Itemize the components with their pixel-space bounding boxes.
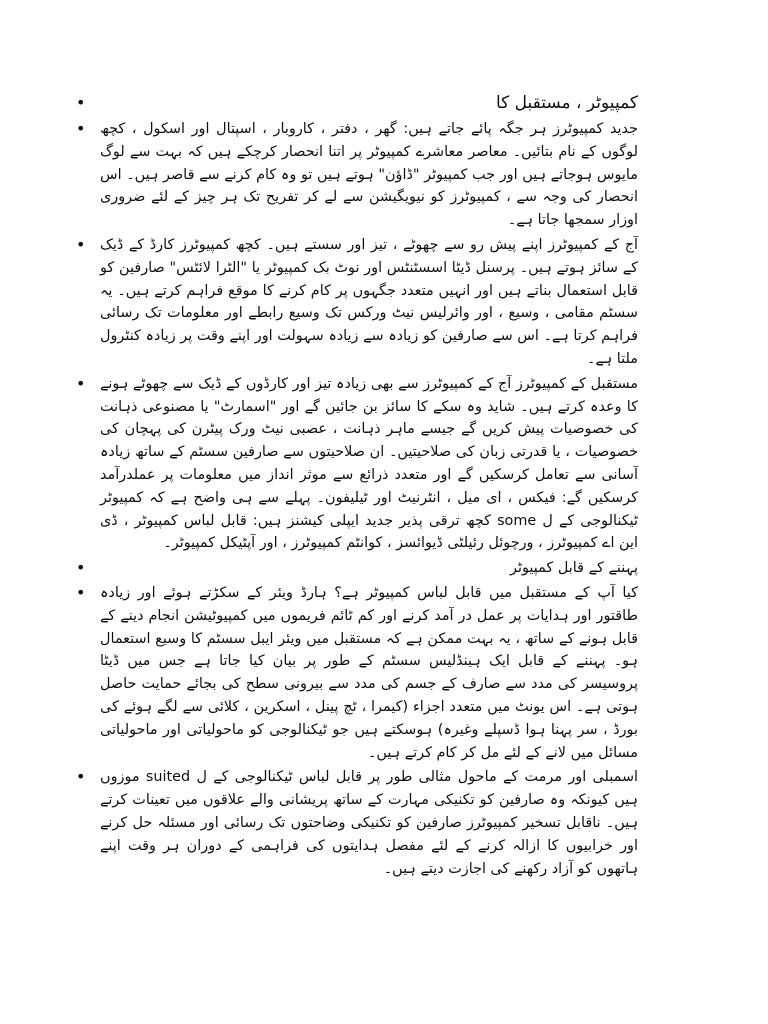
bullet-list — [100, 90, 638, 880]
section-heading-wearable: • پہننے کے قابل کمپیوٹر — [100, 557, 638, 580]
paragraph-assembly: • اسمبلی اور مرمت کے ماحول مثالی طور پر قابل لباس ٹیکنالوجی کے ل suited موزوں ہیں کیونکہ وہ صارفین کو تکنیکی مہارت کے ساتھ پریشانی والے علاقوں میں تعینات کرتے ہیں۔ ناقابل تسخیر کمپیوٹرز صارفین کو تکنیکی وضاحتوں تک رسائی اور مسئلہ حل کرنے اور خرابیوں کا ازالہ کرنے کے لئے مفصل ہدایتوں کی فراہمی کے دوران ہر وقت اپنے ہاتھوں کو آزاد رکھنے کی اجازت دیتے ہیں۔ — [100, 766, 638, 880]
paragraph-wearable: • کیا آپ کے مستقبل میں قابل لباس کمپیوٹر ہے؟ ہارڈ ویئر کے سکڑتے ہوئے اور زیادہ طاقتور اور ہدایات پر عمل در آمد کرنے اور کم ٹائم فریموں میں کمپیوٹیشن انجام دینے کے قابل ہونے کے ساتھ ، یہ بہت ممکن ہے کہ مستقبل میں ویئر ایبل سسٹم کا وسیع استعمال ہو۔ پہننے کے قابل ایک ہینڈلیس سسٹم کے طور پر بیان کیا جاتا ہے جس میں ڈیٹا پروسیسر کی مدد سے صارف کے جسم کی مدد سے بیرونی سطح کی بجائے حمایت حاصل ہوتی ہے۔ اس یونٹ میں متعدد اجزاء (کیمرا ، ٹچ پینل ، اسکرین ، کلائی سے لگے ہوئے کی بورڈ ، سر پہنا ہوا ڈسپلے وغیرہ) ہوسکتے ہیں جو ٹیکنالوجی کو ماحولیاتی اور ماحولیاتی مسائل میں لانے کے لئے مل کر کام کرتے ہیں۔ — [100, 582, 638, 764]
paragraph-future: • مستقبل کے کمپیوٹرز آج کے کمپیوٹرز سے بھی زیادہ تیز اور کارڈوں کے ڈیک سے چھوٹے ہونے کا وعدہ کرتے ہیں۔ شاید وہ سکے کا سائز بن جائیں گے اور "اسمارٹ" یا مصنوعی ذہانت کی خصوصیات پیش کریں گے جیسے ماہر ذہانت ، عصبی نیٹ ورک پیٹرن کی پہچان کی خصوصیات ، یا قدرتی زبان کی صلاحیتیں۔ ان صلاحیتوں سے صارفین سسٹم کے ساتھ زیادہ آسانی سے تعامل کرسکیں گے اور متعدد ذرائع سے موثر انداز میں معلومات پر عملدرآمد کرسکیں گے: فیکس ، ای میل ، انٹرنیٹ اور ٹیلیفون۔ پہلے سے ہی واضح ہے کہ کمپیوٹر ٹیکنالوجی کے ل some کچھ ترقی پذیر جدید ایپلی کیشنز ہیں: قابل لباس کمپیوٹر ، ڈی این اے کمپیوٹرز ، ورچوئل رئیلٹی ڈیوائسز ، کوانٹم کمپیوٹرز ، اور آپٹیکل کمپیوٹر۔ — [100, 373, 638, 555]
paragraph-today: • آج کے کمپیوٹرز اپنے پیش رو سے چھوٹے ، تیز اور سستے ہیں۔ کچھ کمپیوٹرز کارڈ کے ڈیک کے سائز ہوتے ہیں۔ پرسنل ڈیٹا اسسٹنٹس اور نوٹ بک کمپیوٹر یا "الٹرا لائٹس" صارفین کو قابل استعمال بناتے ہیں اور انہیں متعدد جگہوں پر کام کرنے کا موقع فراہم کرتے ہیں۔ یہ سسٹم مقامی ، وسیع ، اور وائرلیس نیٹ ورکس تک وسیع رابطے اور معلومات تک رسائی فراہم کرتا ہے۔ اس سے صارفین کو زیادہ سے زیادہ سہولت اور اپنے وقت پر زیادہ کنٹرول ملتا ہے۔ — [100, 234, 638, 371]
paragraph-intro: • جدید کمپیوٹرز ہر جگہ پائے جاتے ہیں: گھر ، دفتر ، کاروبار ، اسپتال اور اسکول ، کچھ لوگوں کے نام بتائیں۔ معاصر معاشرے کمپیوٹر پر اتنا انحصار کرچکے ہیں کہ بہت سے لوگ مایوس ہوجاتے ہیں اور جب کمپیوٹر "ڈاؤن" ہوتے ہیں تو وہ کام کرنے سے قاصر ہیں۔ اس انحصار کی وجہ سے ، کمپیوٹرز کو نیویگیشن سے لے کر تفریح تک ہر چیز کے لئے ضروری اوزار سمجھا جاتا ہے۔ — [100, 118, 638, 232]
document-title: • کمپیوٹر ، مستقبل کا — [100, 90, 638, 116]
